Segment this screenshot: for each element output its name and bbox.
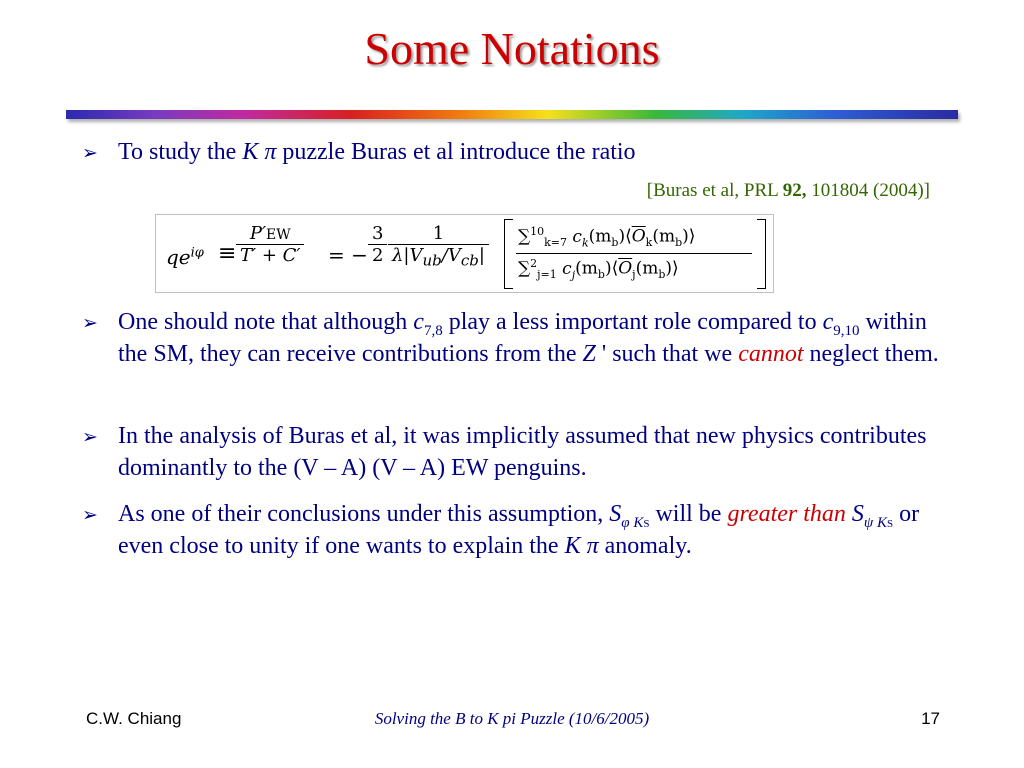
bullet-text: To study the K π puzzle Buras et al introduce the ratio xyxy=(118,139,636,165)
ratio-equation xyxy=(155,214,774,293)
bullet-text: One should note that although $c_{7,8}$ play a less important role compared to $c_{9,10}$ within the SM, they can receive contributions from the Z ' such that we cannot neglect them. xyxy=(118,309,939,367)
equals-minus: = − xyxy=(328,243,368,267)
arrow-bullet-icon: ➢ xyxy=(82,426,98,448)
title-divider xyxy=(66,110,958,119)
bullet-3 xyxy=(82,420,962,484)
wilson-coefficient-ratio: ∑$^{10}_{k=7}$ $c_k(m_b)⟨\overline{O}_k(m_b)⟩$ ∑$^2_{j=1}$ $c_j(m_b)⟨\overline{O}_j(m_b)⟩$ xyxy=(504,219,766,287)
bullet-2 xyxy=(82,306,962,370)
arrow-bullet-icon: ➢ xyxy=(82,504,98,526)
fraction-p-ew: $\frac{P'EW}{T' + C'}$ xyxy=(236,223,304,266)
arrow-bullet-icon: ➢ xyxy=(82,312,98,334)
fraction-three-halves: $\frac{3}{2}$ xyxy=(368,223,387,266)
page-number: 17 xyxy=(921,709,940,728)
bullet-text: In the analysis of Buras et al, it was implicitly assumed that new physics contributes dominantly to the (V – A) (V – A) EW penguins. xyxy=(118,423,927,481)
bullet-1 xyxy=(82,136,962,169)
footer-author: C.W. Chiang xyxy=(86,709,182,728)
equiv-sign: ≡ xyxy=(218,241,237,266)
footer-talk-title: Solving the B to K pi Puzzle (10/6/2005) xyxy=(374,709,650,728)
equation-lhs: $qe^{i\varphi}$ xyxy=(166,245,204,269)
bullet-text: As one of their conclusions under this assumption, $S_{\varphi KS}$ will be greater than $S_{\psi KS}$ or even close to unity if one wants to explain the K π anomaly. xyxy=(118,501,920,559)
fraction-ckm: 1 $\lambda|V_{ub}/V_{cb}|$ xyxy=(388,223,489,266)
bullet-4 xyxy=(82,498,962,562)
arrow-bullet-icon: ➢ xyxy=(82,142,98,164)
slide-title: Some Notations xyxy=(364,23,660,74)
citation: [Buras et al, PRL 92, 101804 (2004)] xyxy=(646,180,930,201)
